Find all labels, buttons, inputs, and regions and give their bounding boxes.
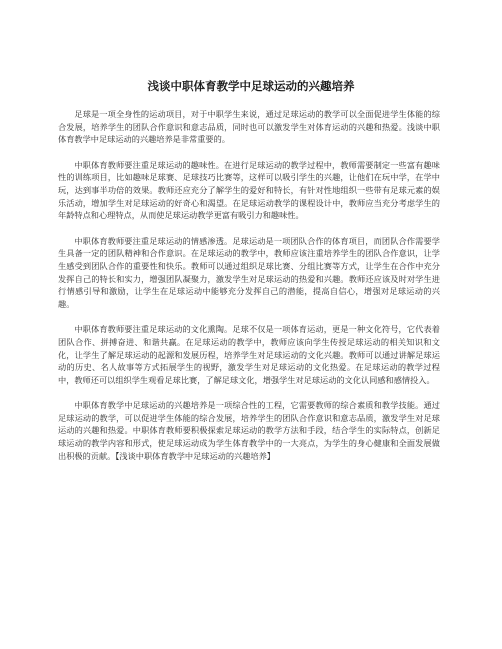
paragraph-intro: 足球是一项全身性的运动项目，对于中职学生来说，通过足球运动的教学可以全面促进学生体能的综合发展，培养学生的团队合作意识和意志品质，同时也可以激发学生对体育运动的兴趣和热爱。浅谈中职体育教学中足球运动的兴趣培养是非常重要的。 (58, 109, 440, 145)
document-title: 浅谈中职体育教学中足球运动的兴趣培养 (147, 79, 355, 93)
document-body (58, 108, 440, 475)
paragraph-fun: 中职体育教师要注重足球运动的趣味性。在进行足球运动的教学过程中，教师需要制定一些富有趣味性的训练项目，比如趣味足球赛、足球技巧比赛等，这样可以吸引学生的兴趣，让他们在玩中学，在学中玩，达到事半功倍的效果。教师还应充分了解学生的爱好和特长，有针对性地组织一些带有足球元素的娱乐活动，增加学生对足球运动的好奇心和渴望。在足球运动教学的课程设计中，教师应当充分考虑学生的年龄特点和心理特点，从而使足球运动教学更富有吸引力和趣味性。 (58, 159, 440, 221)
paragraph-conclusion: 中职体育教学中足球运动的兴趣培养是一项综合性的工程，它需要教师的综合素质和教学技能。通过足球运动的教学，可以促进学生体能的综合发展，培养学生的团队合作意识和意志品质，激发学生对足球运动的兴趣和热爱。中职体育教师要积极探索足球运动的教学方法和手段，结合学生的实际特点，创新足球运动的教学内容和形式，使足球运动成为学生体育教学中的一大亮点，为学生的身心健康和全面发展做出积极的贡献。【浅谈中职体育教学中足球运动的兴趣培养】 (58, 400, 440, 461)
paragraph-emotion: 中职体育教师要注重足球运动的情感渗透。足球运动是一项团队合作的体育项目，而团队合作需要学生具备一定的团队精神和合作意识。在足球运动的教学中，教师应该注重培养学生的团队合作意识，让学生感受到团队合作的重要性和快乐。教师可以通过组织足球比赛、分组比赛等方式，让学生在合作中充分发挥自己的特长和实力，增强团队凝聚力，激发学生对足球运动的热爱和兴趣。教师还应该及时对学生进行情感引导和激励，让学生在足球运动中能够充分发挥自己的潜能，提高自信心，增强对足球运动的兴趣。 (58, 235, 440, 309)
paragraph-culture: 中职体育教师要注重足球运动的文化熏陶。足球不仅是一项体育运动，更是一种文化符号，它代表着团队合作、拼搏奋进、和谐共赢。在足球运动的教学中，教师应该向学生传授足球运动的相关知识和文化，让学生了解足球运动的起源和发展历程，培养学生对足球运动的文化兴趣。教师可以通过讲解足球运动的历史、名人故事等方式拓展学生的视野，激发学生对足球运动的文化热爱。在足球运动的教学过程中，教师还可以组织学生观看足球比赛，了解足球文化，增强学生对足球运动的文化认同感和感情投入。 (58, 324, 440, 385)
